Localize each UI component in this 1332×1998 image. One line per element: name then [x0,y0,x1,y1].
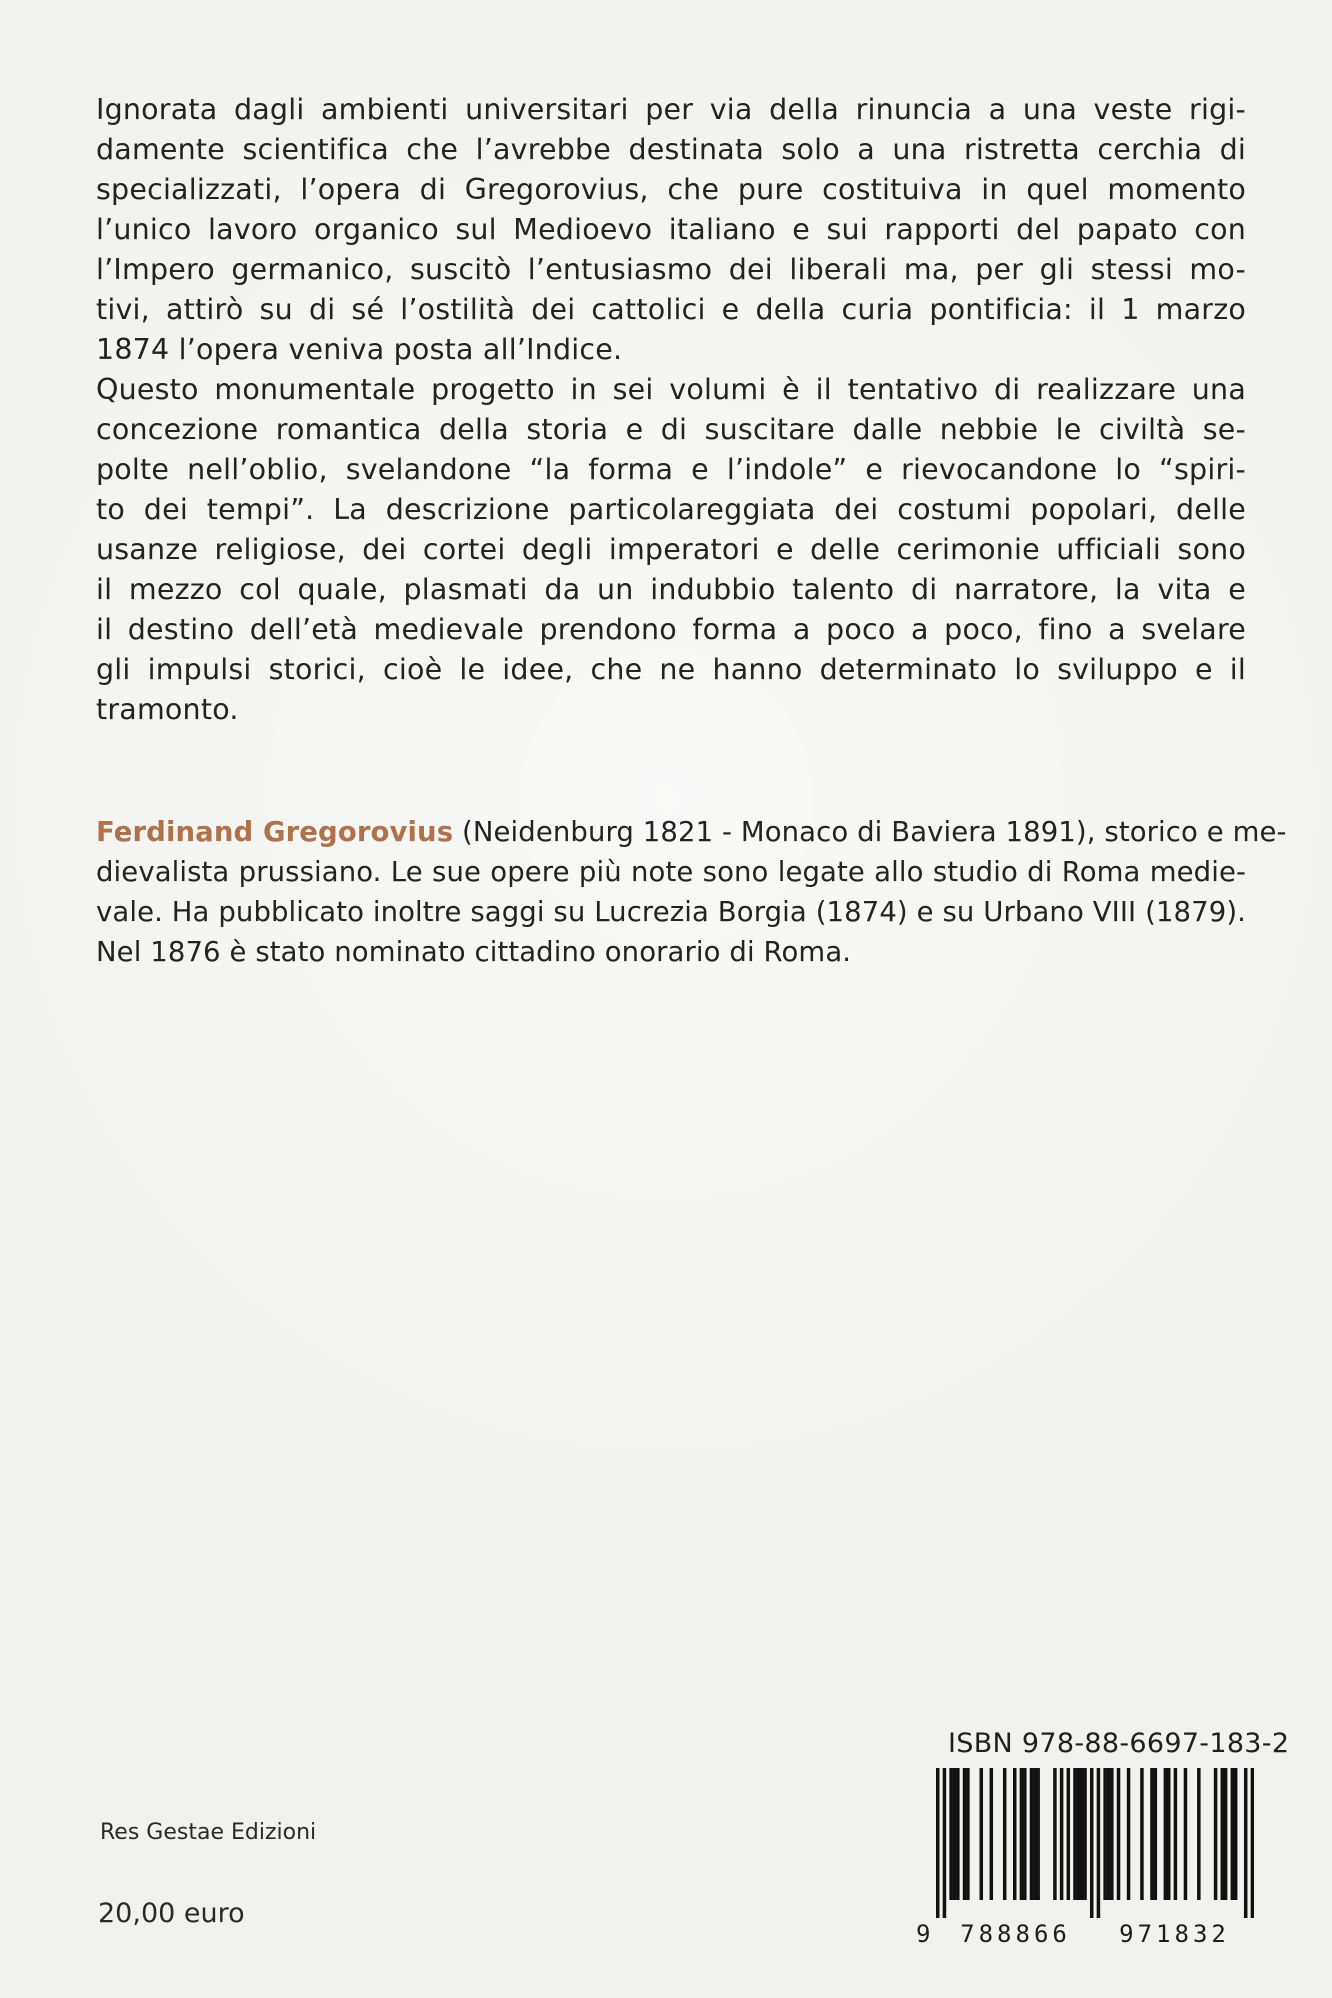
barcode-bar [1117,1768,1121,1900]
barcode-bar [956,1768,960,1900]
synopsis-line: damente scientifica che l’avrebbe destinata solo a una ristretta cerchia di [96,133,1246,166]
publisher-name: Res Gestae Edizioni [100,1820,317,1845]
barcode-bar [1030,1768,1034,1900]
barcode-bar [1184,1768,1188,1900]
barcode-bar [1231,1768,1235,1900]
barcode-bar [963,1768,967,1900]
synopsis-line: il mezzo col quale, plasmati da un indubbio talento di narratore, la vita e [96,573,1246,606]
barcode-bar [1083,1768,1087,1900]
barcode-bar [1224,1768,1228,1900]
barcode-bar [1214,1768,1218,1900]
synopsis-line: to dei tempi”. La descrizione particolareggiata dei costumi popolari, delle [96,493,1246,526]
synopsis-line: specializzati, l’opera di Gregorovius, che pure costituiva in quel momento [96,173,1246,206]
barcode-bar [1103,1768,1107,1900]
synopsis-line: Questo monumentale progetto in sei volumi è il tentativo di realizzare una [96,373,1246,406]
bio-line: dievalista prussiano. Le sue opere più note sono legate allo studio di Roma medie- [96,856,1246,888]
barcode-bar [1090,1768,1094,1918]
author-name: Ferdinand Gregorovius [96,816,454,848]
synopsis-line: 1874 l’opera veniva posta all’Indice. [96,333,623,366]
barcode-bar [1077,1768,1081,1900]
bio-line: vale. Ha pubblicato inoltre saggi su Lucrezia Borgia (1874) e su Urbano VIII (1879). [96,896,1246,928]
barcode-bar [1073,1768,1077,1900]
barcode-bar [1107,1768,1111,1900]
barcode-bar [1150,1768,1154,1900]
barcode-bar [1110,1768,1114,1900]
barcode-bar [1234,1768,1238,1900]
barcode-bar [1020,1768,1024,1900]
barcode-bar [990,1768,994,1900]
barcode-right-group: 971832 [1119,1920,1230,1948]
author-bio [96,812,1287,972]
barcode-bar [1127,1768,1131,1900]
synopsis-line: l’unico lavoro organico sul Medioevo italiano e sui rapporti del papato con [96,213,1246,246]
barcode-bar [949,1768,953,1900]
barcode-bar [1244,1768,1248,1918]
synopsis-line: concezione romantica della storia e di suscitare dalle nebbie le civiltà se- [96,413,1246,446]
barcode-bar [1036,1768,1040,1900]
price: 20,00 euro [98,1898,245,1929]
synopsis-line: tramonto. [96,693,239,726]
barcode-bar [1097,1768,1101,1918]
bio-first-line-text: (Neidenburg 1821 - Monaco di Baviera 1891), storico e me- [453,816,1287,848]
barcode-bar [1053,1768,1057,1900]
barcode-bar [1033,1768,1037,1900]
barcode-bar [943,1768,947,1918]
synopsis-line: Ignorata dagli ambienti universitari per via della rinuncia a una veste rigi- [96,93,1246,126]
barcode-bar [1060,1768,1064,1900]
barcode-bar [1221,1768,1225,1900]
barcode-bar [980,1768,984,1900]
barcode-left-group: 788866 [960,1920,1071,1948]
barcode-bar [1167,1768,1171,1900]
barcode-bar [1154,1768,1158,1900]
isbn-label: ISBN 978-88-6697-183-2 [948,1728,1290,1759]
barcode-bar [1140,1768,1144,1900]
barcode [916,1768,1254,1948]
synopsis-line: usanze religiose, dei cortei degli imperatori e delle cerimonie ufficiali sono [96,533,1246,566]
synopsis-line: l’Impero germanico, suscitò l’entusiasmo dei liberali ma, per gli stessi mo- [96,253,1246,286]
synopsis-line: tivi, attirò su di sé l’ostilità dei cattolici e della curia pontificia: il 1 marzo [96,293,1246,326]
barcode-bar [1197,1768,1201,1900]
barcode-bar [1174,1768,1178,1900]
barcode-bar [1023,1768,1027,1900]
synopsis-line: il destino dell’età medievale prendono forma a poco a poco, fino a svelare [96,613,1246,646]
barcode-first-digit: 9 [916,1920,931,1948]
barcode-digits [916,1920,1254,1948]
barcode-bar [953,1768,957,1900]
bio-line [96,812,1287,852]
barcode-bar [1164,1768,1168,1900]
barcode-bar [966,1768,970,1900]
barcode-bar [1067,1768,1071,1900]
synopsis-line: gli impulsi storici, cioè le idee, che ne hanno determinato lo sviluppo e il [96,653,1246,686]
barcode-bar [1003,1768,1007,1900]
bio-line: Nel 1876 è stato nominato cittadino onorario di Roma. [96,936,852,968]
synopsis-text [96,90,1246,730]
barcode-bar [1013,1768,1017,1900]
synopsis-line: polte nell’oblio, svelandone “la forma e l’indole” e rievocandone lo “spiri- [96,453,1246,486]
barcode-bar [936,1768,940,1918]
barcode-bars [916,1768,1254,1918]
barcode-bar [1251,1768,1254,1918]
barcode-bar [1080,1768,1084,1900]
